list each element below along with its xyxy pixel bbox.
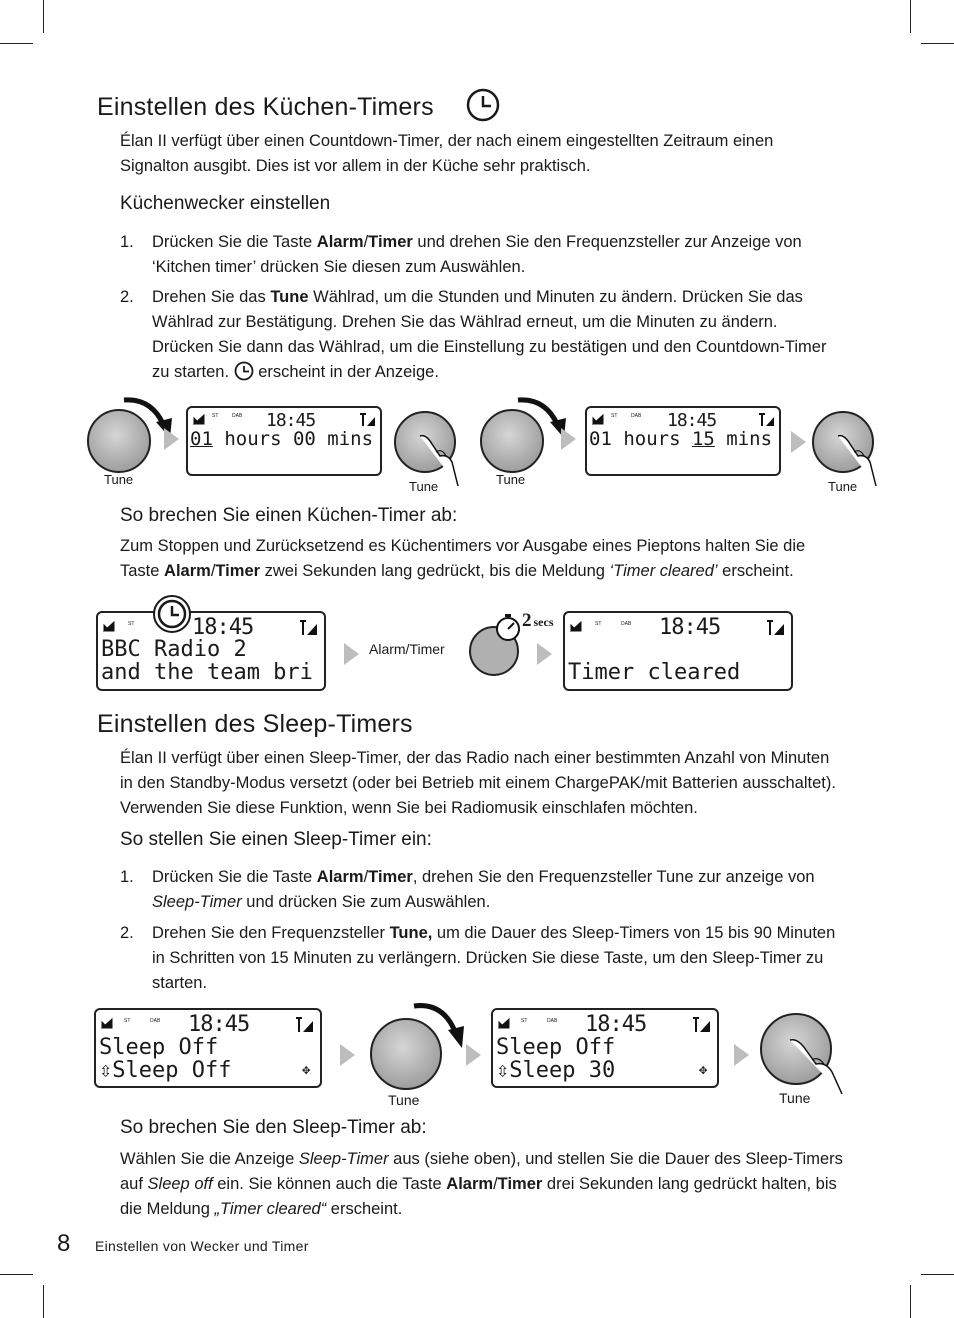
antenna-icon xyxy=(298,619,318,637)
tune-label: Tune xyxy=(409,479,439,494)
lcd-display-bbc-radio: ST 18:45 BBC Radio 2 and the team bri xyxy=(96,611,326,691)
crop-mark xyxy=(921,1274,954,1275)
text-line: ‘Kitchen timer’ drücken Sie diesen zum Auswählen. xyxy=(152,258,526,276)
antenna-icon xyxy=(294,1016,314,1034)
text-line: die Meldung „Timer cleared“ erscheint. xyxy=(120,1200,403,1218)
section-title-kitchen-timer: Einstellen des Küchen-Timers xyxy=(97,93,434,121)
rotate-arrow-icon xyxy=(408,998,468,1058)
text-line: starten. xyxy=(152,974,208,992)
play-arrow-icon xyxy=(537,643,552,665)
signal-icon xyxy=(497,1016,511,1030)
signal-icon xyxy=(100,1016,114,1030)
sleep-select-icon: ⇳ xyxy=(99,1058,113,1083)
sleep-cancel-heading: So brechen Sie den Sleep-Timer ab: xyxy=(120,1117,427,1138)
text-line: Drücken Sie die Taste Alarm/Timer und drehen Sie den Frequenzsteller zur Anzeige von xyxy=(152,233,802,251)
antenna-icon xyxy=(765,619,785,637)
sleep-icon: ✥ xyxy=(302,1062,311,1078)
sleep-cancel-text xyxy=(120,1147,880,1222)
kitchen-timer-subheading: Küchenwecker einstellen xyxy=(120,193,331,214)
crop-mark xyxy=(921,43,954,44)
crop-mark xyxy=(43,1285,44,1318)
text-line: Wählrad zur Bestätigung. Drehen Sie das Wählrad erneut, um die Minuten zu ändern. xyxy=(152,313,778,331)
play-arrow-icon xyxy=(340,1044,355,1066)
alarm-timer-label: Alarm/Timer xyxy=(369,641,445,657)
sleep-timer-subheading: So stellen Sie einen Sleep-Timer ein: xyxy=(120,829,432,850)
lcd-display-sleep-off: ST DAB 18:45 Sleep Off ⇳Sleep Off ✥ xyxy=(94,1008,322,1088)
sleep-icon: ✥ xyxy=(699,1062,708,1078)
lcd-display-sleep-30: ST DAB 18:45 Sleep Off ⇳Sleep 30 ✥ xyxy=(491,1008,719,1088)
crop-mark xyxy=(43,0,44,33)
tune-label: Tune xyxy=(496,472,526,487)
signal-icon xyxy=(192,412,206,426)
text-line: auf Sleep off ein. Sie können auch die Taste Alarm/Timer drei Sekunden lang gedrückt halten, bis xyxy=(120,1175,837,1193)
sleep-select-icon: ⇳ xyxy=(496,1058,510,1083)
footer-section-title: Einstellen von Wecker und Timer xyxy=(95,1238,309,1254)
tune-label: Tune xyxy=(828,479,858,494)
antenna-icon xyxy=(358,412,376,428)
text-line: Drehen Sie das Tune Wählrad, um die Stunden und Minuten zu ändern. Drücken Sie das xyxy=(152,288,803,306)
text-line: Drücken Sie dann das Wählrad, um die Einstellung zu bestätigen und den Countdown-Timer xyxy=(152,338,827,356)
clock-icon xyxy=(466,88,502,124)
kitchen-cancel-heading: So brechen Sie einen Küchen-Timer ab: xyxy=(120,505,458,526)
text-line: zu starten. erscheint in der Anzeige. xyxy=(152,363,439,381)
tune-label: Tune xyxy=(104,472,134,487)
crop-mark xyxy=(0,43,33,44)
section-title-sleep-timer: Einstellen des Sleep-Timers xyxy=(97,710,413,738)
lcd-display-timer-cleared: ST DAB 18:45 Timer cleared xyxy=(563,611,793,691)
hand-icon xyxy=(786,1034,856,1096)
text-line: Zum Stoppen und Zurücksetzend es Küchentimers vor Ausgabe eines Pieptons halten Sie die xyxy=(120,537,806,555)
lcd-display-hours-00: ST DAB 18:45 01 hours 00 mins xyxy=(186,406,382,476)
antenna-icon xyxy=(757,412,775,428)
kitchen-timer-intro: Élan II verfügt über einen Countdown-Timer, der nach einem eingestellten Zeitraum einen Signalton ausgibt. Dies ist vor allem in der Küche sehr praktisch. xyxy=(120,132,774,175)
text-line: Sleep-Timer und drücken Sie zum Auswählen. xyxy=(152,893,491,911)
lcd-display-hours-15: ST DAB 18:45 01 hours 15 mins xyxy=(585,406,781,476)
text-line: Drücken Sie die Taste Alarm/Timer, drehen Sie den Frequenzsteller Tune zur anzeige von xyxy=(152,868,815,886)
play-arrow-icon xyxy=(164,428,179,450)
play-arrow-icon xyxy=(734,1044,749,1066)
crop-mark xyxy=(0,1274,33,1275)
play-arrow-icon xyxy=(344,643,359,665)
stopwatch-icon xyxy=(493,612,523,642)
tune-label: Tune xyxy=(779,1090,811,1106)
play-arrow-icon xyxy=(466,1044,481,1066)
text-line: Wählen Sie die Anzeige Sleep-Timer aus (siehe oben), und stellen Sie die Dauer des Sleep-Timers xyxy=(120,1150,843,1168)
rotate-arrow-icon xyxy=(512,392,568,448)
antenna-icon xyxy=(691,1016,711,1034)
play-arrow-icon xyxy=(791,431,806,453)
text-line: in Schritten von 15 Minuten zu verlängern. Drücken Sie diese Taste, um den Sleep-Timer zu xyxy=(152,949,824,967)
tune-label: Tune xyxy=(388,1092,420,1108)
signal-icon xyxy=(102,619,116,633)
signal-icon xyxy=(569,619,583,633)
text-line: Taste Alarm/Timer zwei Sekunden lang gedrückt, bis die Meldung ‘Timer cleared’ erscheint. xyxy=(120,562,794,580)
crop-mark xyxy=(910,0,911,33)
secs-indicator: 2 secs xyxy=(522,610,554,631)
clock-icon xyxy=(152,594,192,634)
signal-icon xyxy=(591,412,605,426)
sleep-timer-intro: Élan II verfügt über einen Sleep-Timer, der das Radio nach einer bestimmten Anzahl von Minuten in den Standby-Modus versetzt (oder bei Betrieb mit einem ChargePAK/mit Batterien ausschaltet). Verwenden Sie diese Funktion, wenn Sie bei Radiomusik einschlafen möchten. xyxy=(120,749,836,817)
page-number: 8 xyxy=(57,1230,71,1257)
kitchen-cancel-text xyxy=(120,534,880,584)
crop-mark xyxy=(910,1285,911,1318)
text-line: Drehen Sie den Frequenzsteller Tune, um die Dauer des Sleep-Timers von 15 bis 90 Minuten xyxy=(152,924,836,942)
play-arrow-icon xyxy=(561,428,576,450)
clock-icon xyxy=(234,361,254,381)
